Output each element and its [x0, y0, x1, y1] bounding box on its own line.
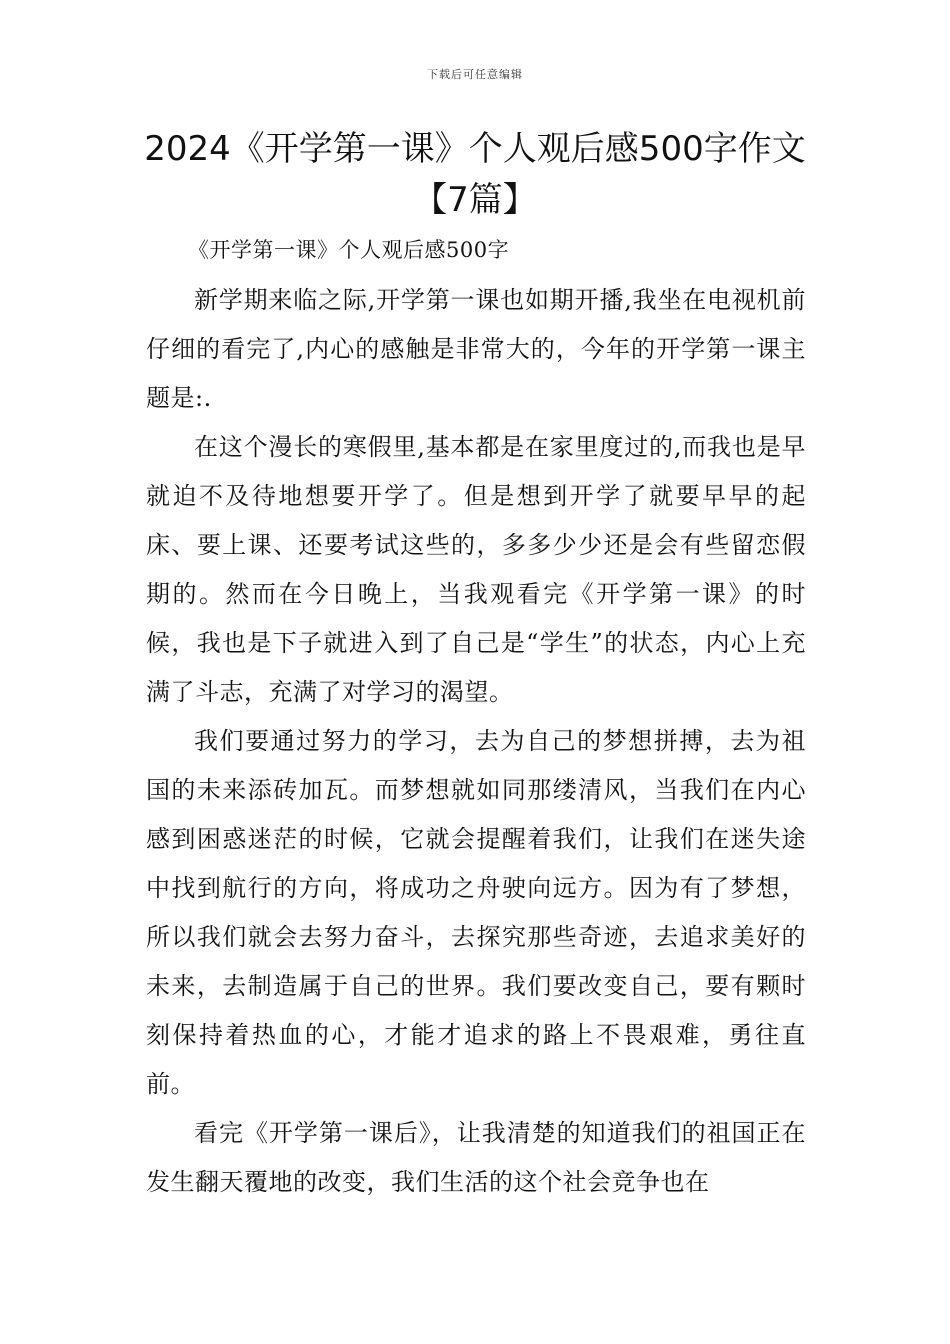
paragraph: 在这个漫长的寒假里,基本都是在家里度过的,而我也是早就迫不及待地想要开学了。但是想到开学了就要早早的起床、要上课、还要考试这些的，多多少少还是会有些留恋假期的。然而在今日晚上，当我观看完《开学第一课》的时候，我也是下子就进入到了自己是“学生”的状态，内心上充满了斗志，充满了对学习的渴望。: [146, 433, 806, 706]
header-note: 下载后可任意编辑: [427, 68, 523, 81]
section-heading: 《开学第一课》个人观后感500字: [188, 238, 510, 262]
paragraph: 看完《开学第一课后》，让我清楚的知道我们的祖国正在发生翻天覆地的改变，我们生活的这个社会竞争也在: [146, 1119, 806, 1196]
paragraph: 我们要通过努力的学习，去为自己的梦想拼搏，去为祖国的未来添砖加瓦。而梦想就如同那缕清风，当我们在内心感到困惑迷茫的时候，它就会提醒着我们，让我们在迷失途中找到航行的方向，将成功之舟驶向远方。因为有了梦想，所以我们就会去努力奋斗，去探究那些奇迹，去追求美好的未来，去制造属于自己的世界。我们要改变自己，要有颗时刻保持着热血的心，才能才追求的路上不畏艰难，勇往直前。: [146, 727, 806, 1098]
paragraph: 新学期来临之际,开学第一课也如期开播,我坐在电视机前仔细的看完了,内心的感触是非常大的，今年的开学第一课主题是:.: [146, 286, 806, 412]
document-title: 2024《开学第一课》个人观后感500字作文【7篇】: [144, 129, 806, 220]
document-body: [146, 228, 806, 1207]
